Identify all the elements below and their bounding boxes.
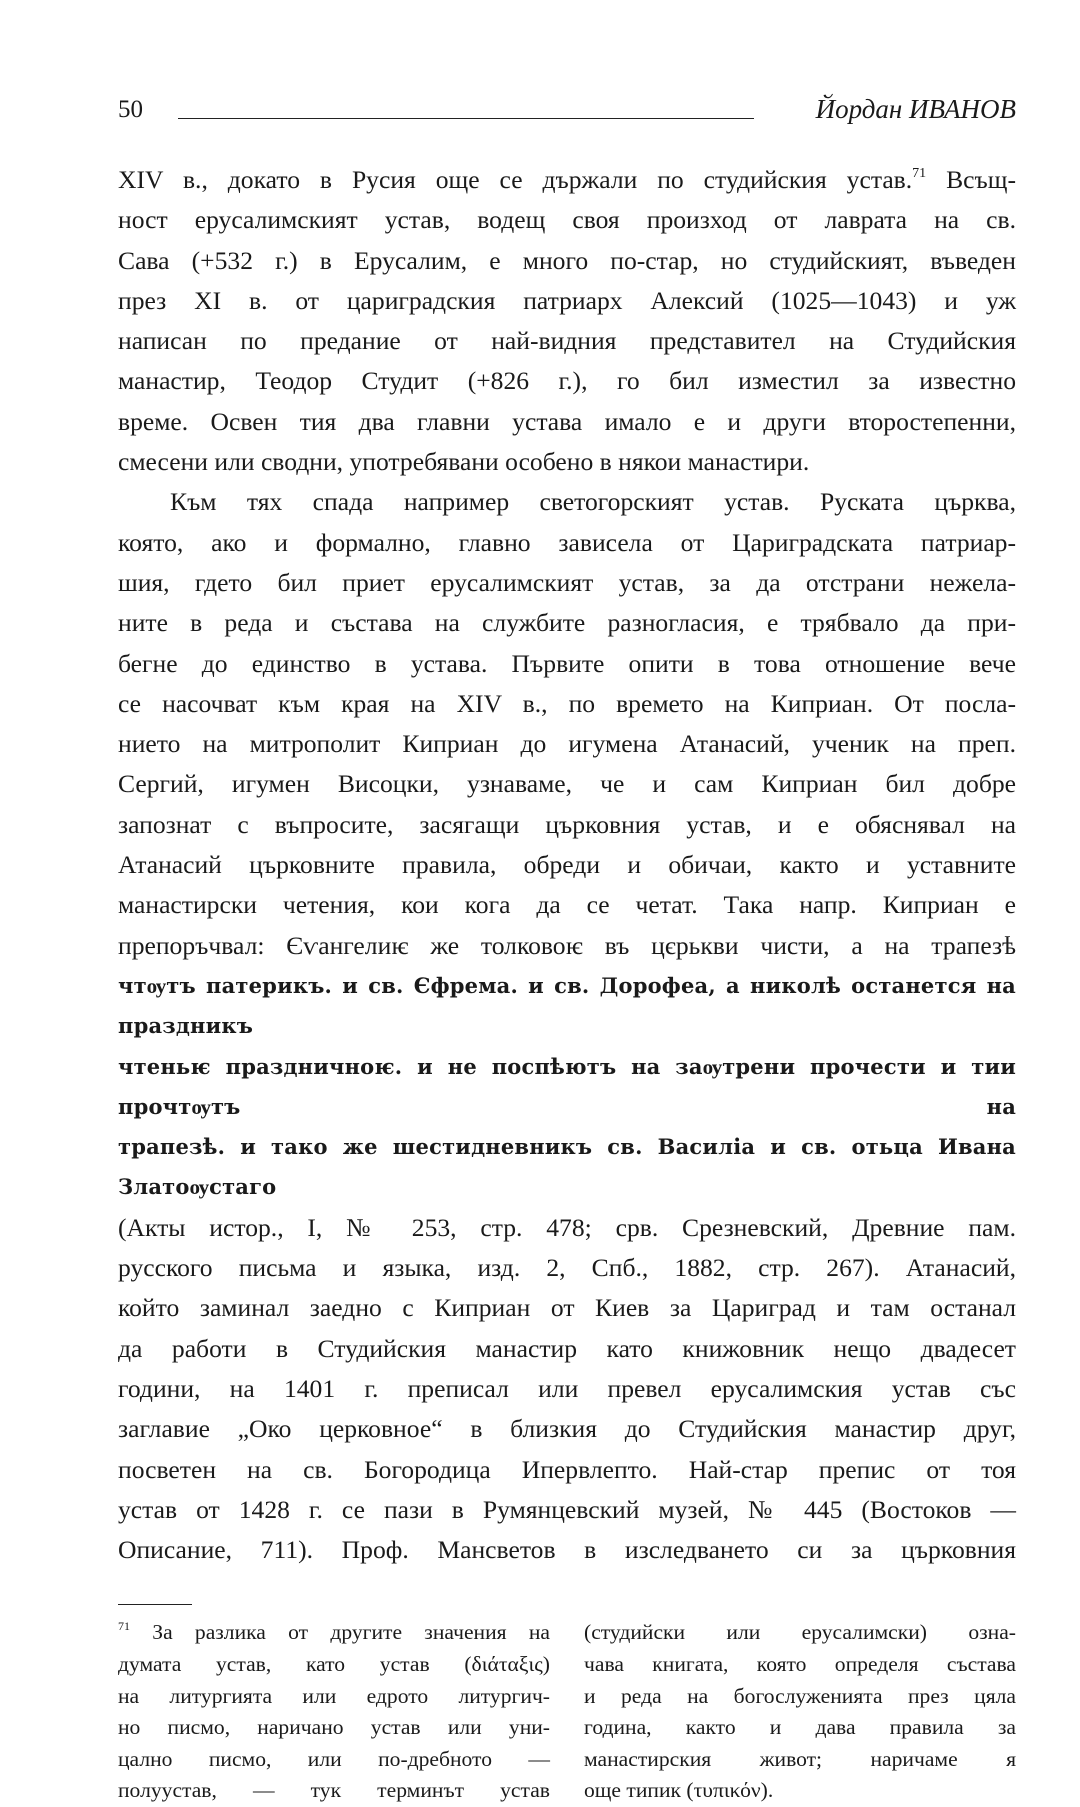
footnote-line: чава книгата, която определя състава (584, 1651, 1016, 1676)
footnote-line: $^{71}$ За разлика от другите значения на (118, 1619, 550, 1645)
text-line: Сергий, игумен Висоцки, узнаваме, че и сам Киприан бил добре (118, 769, 1016, 799)
page-number: 50 (118, 96, 143, 123)
text-line: устав от 1428 г. се пази в Румянцевский музей, № 445 (Востоков — (118, 1494, 1016, 1524)
footnote-line: полуустав, — тук терминът устав (118, 1778, 550, 1803)
text-line: манастирски четения, кои кога да се четат. Така напр. Киприан е (118, 890, 1016, 920)
text-line: която, ако и формално, главно зависела от Цариградската патриар- (118, 527, 1016, 557)
text-line: години, на 1401 г. преписал или превел ерусалимския устав със (118, 1373, 1016, 1403)
text-line: нието на митрополит Киприан до игумена Атанасий, ученик на преп. (118, 729, 1016, 759)
text-line: написан по предание от най-видния представител на Студийския (118, 326, 1016, 356)
text-line: се насочват към края на XIV в., по времето на Киприан. От посла- (118, 688, 1016, 718)
header-rule (178, 118, 754, 119)
footnote-left-column (118, 1617, 550, 1807)
text-line: XIV в., докато в Русия още се държали по студийския устав.$^{71}$ Всъщ- (118, 165, 1017, 194)
text-line: Атанасий църковните правила, обреди и обичаи, както и уставните (118, 850, 1016, 880)
church-slavonic-line: чтеньѥ праздничноѥ. и не поспѣютъ на заѹтрени прочести и тии прочтѹтъ на (118, 1053, 1016, 1119)
text-line: време. Освен тия два главни устава имало е и други второстепенни, (118, 406, 1016, 436)
church-slavonic-line: трапезѣ. и тако же шестидневникъ св. Василіа и св. отьца Ивана Златоѹстаго (118, 1134, 1016, 1200)
text-line: да работи в Студийския манастир като книжовник нещо двадесет (118, 1333, 1016, 1363)
footnote-line: думата устав, като устав (διάταξις) (118, 1651, 550, 1676)
running-title: Йордан ИВАНОВ (815, 94, 1016, 124)
body-text (118, 160, 1016, 1570)
footnote-line: година, както и дава правила за (584, 1715, 1016, 1740)
footnote-right-column (584, 1617, 1016, 1807)
footnote-line: на литургията или едрото литургич- (118, 1683, 550, 1708)
text-line: Сава (+532 г.) в Ерусалим, е много по-стар, но студийският, въведен (118, 245, 1016, 275)
text-line: през XI в. от цариградския патриарх Алексий (1025—1043) и уж (118, 285, 1016, 315)
text-line: ност ерусалимският устав, водещ своя произход от лаврата на св. (118, 205, 1016, 235)
footnote-71 (118, 1617, 1016, 1807)
text-line: запознат с въпросите, засягащи църковния устав, и е обяснявал на (118, 809, 1016, 839)
footnote-ref: 71 (912, 166, 927, 181)
text-line: Към тях спада например светогорският устав. Руската църква, (170, 487, 1016, 517)
church-slavonic-line: чтѹтъ патерикъ. и св. Єфрема. и св. Дорофеа, а николѣ останется на праздникъ (118, 972, 1016, 1039)
text-line: Описание, 711). Проф. Мансветов в изследването си за църковния (118, 1535, 1016, 1565)
footnote-line: цално писмо, или по-дребното — (118, 1746, 550, 1771)
paragraph-1 (118, 160, 1016, 482)
text-line: препоръчвал: Єѵангелиѥ же толковоѥ въ цєрькви чисти, а на трапезѣ (118, 930, 1016, 960)
text-line: смесени или сводни, употребявани особено в някои манастири. (118, 447, 810, 477)
book-page (118, 92, 1016, 1807)
text-line: манастир, Теодор Студит (+826 г.), го бил изместил за известно (118, 366, 1016, 396)
text-line: (Акты истор., I, № 253, стр. 478; срв. Срезневский, Древние пам. (118, 1212, 1016, 1242)
footnote-line: и реда на богослуженията през цяла (584, 1683, 1016, 1708)
text-line: ните в реда и състава на службите разногласия, е трябвало да при- (118, 608, 1016, 638)
text-line: русского письма и языка, изд. 2, Спб., 1882, стр. 267). Атанасий, (118, 1253, 1016, 1283)
footnote-rule (118, 1604, 192, 1605)
footnote-line: (студийски или ерусалимски) озна- (584, 1620, 1016, 1645)
footnote-line: още типик (τυπικόν). (584, 1778, 774, 1803)
text-line: бегне до единство в устава. Първите опити в това отношение вече (118, 648, 1016, 678)
running-head (118, 92, 1016, 132)
text-line: посветен на св. Богородица Ипервлепто. Най-стар препис от тоя (118, 1454, 1016, 1484)
footnote-number: 71 (118, 1619, 130, 1634)
paragraph-2 (118, 482, 1016, 1570)
text-line: който заминал заедно с Киприан от Киев за Цариград и там останал (118, 1293, 1016, 1323)
text-line: шия, гдето бил приет ерусалимският устав, за да отстрани нежела- (118, 567, 1016, 597)
footnote-line: манастирския живот; наричаме я (584, 1746, 1016, 1771)
footnote-line: но писмо, наричано устав или уни- (118, 1715, 550, 1740)
text-line: заглавие „Око церковное“ в близкия до Студийския манастир друг, (118, 1414, 1016, 1444)
